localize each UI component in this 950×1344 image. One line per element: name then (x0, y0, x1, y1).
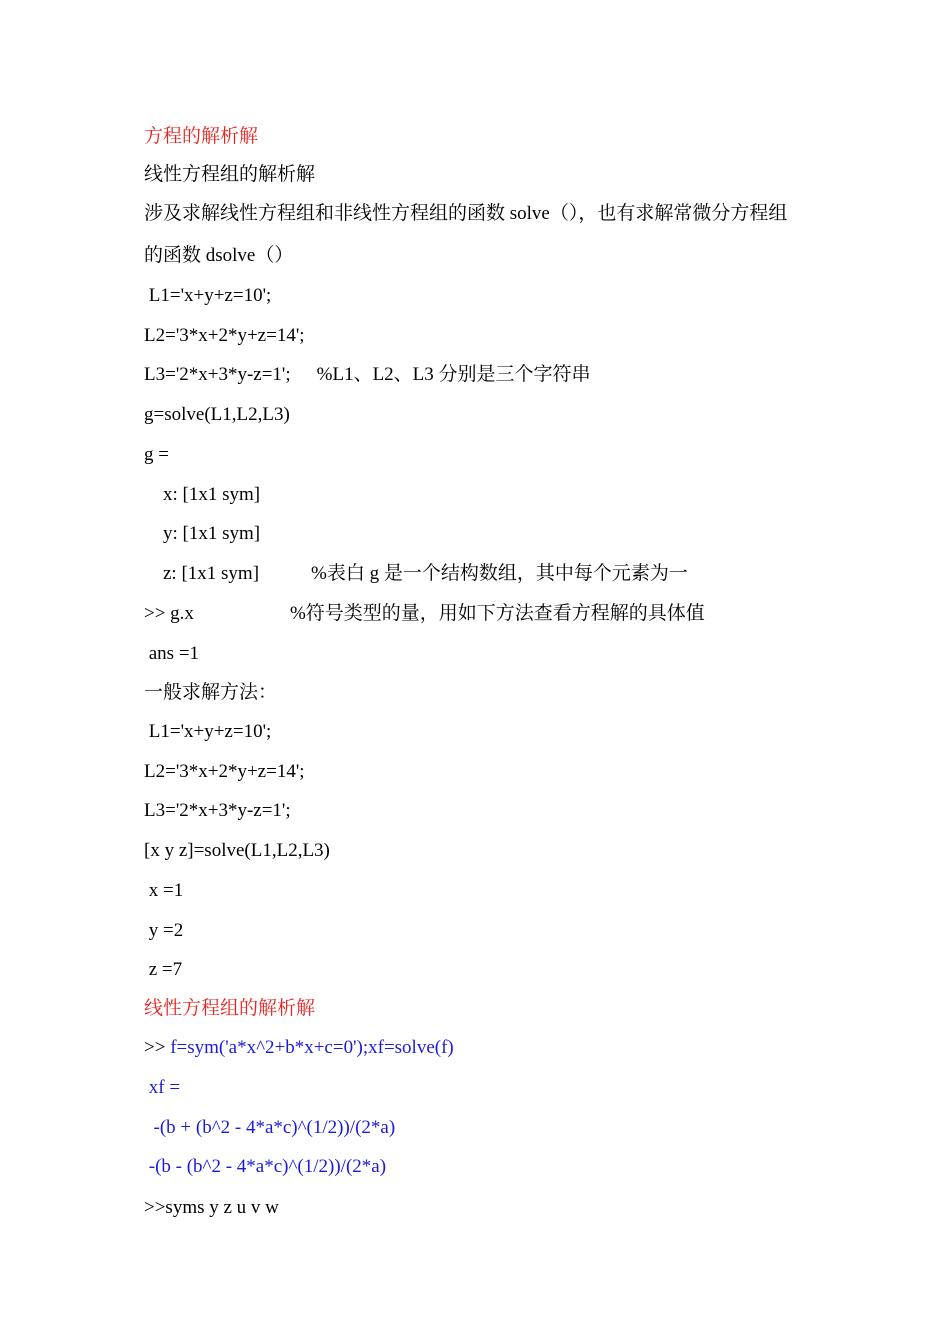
code-line: L2='3*x+2*y+z=14'; (144, 761, 305, 782)
code-line: [x y z]=solve(L1,L2,L3) (144, 840, 330, 861)
output-line: z =7 (144, 959, 183, 980)
intro-line-1: 涉及求解线性方程组和非线性方程组的函数 solve（），也有求解常微分方程组 (144, 203, 788, 224)
output-line: x: [1x1 sym] (144, 484, 261, 505)
code-comment: %表白 g 是一个结构数组，其中每个元素为一 (311, 563, 688, 584)
code-line: L1='x+y+z=10'; (144, 285, 272, 306)
output-line: y: [1x1 sym] (144, 523, 261, 544)
code-line-with-comment (144, 363, 591, 387)
code-comment: %符号类型的量，用如下方法查看方程解的具体值 (289, 603, 705, 624)
code-line: L2='3*x+2*y+z=14'; (144, 325, 305, 346)
output-line: g = (144, 444, 169, 465)
code-comment: %L1、L2、L3 分别是三个字符串 (316, 364, 591, 385)
prompt-text: >> g.x (144, 603, 194, 624)
prompt-line-with-comment (144, 602, 705, 626)
code-line: g=solve(L1,L2,L3) (144, 404, 290, 425)
section-heading-red: 线性方程组的解析解 (144, 998, 316, 1019)
intro-line-2: 的函数 dsolve（） (144, 245, 294, 266)
output-line: x =1 (144, 880, 184, 901)
output-line: xf = (144, 1077, 181, 1098)
code-text: L3='2*x+3*y-z=1'; (144, 364, 291, 385)
code-line: L1='x+y+z=10'; (144, 721, 272, 742)
prompt-line: >>syms y z u v w (144, 1197, 279, 1218)
code-line: L3='2*x+3*y-z=1'; (144, 800, 291, 821)
prompt-symbol: >> (144, 1037, 171, 1058)
doc-title: 方程的解析解 (144, 126, 259, 147)
output-text: z: [1x1 sym] (144, 563, 260, 584)
output-line: y =2 (144, 920, 184, 941)
output-line: -(b - (b^2 - 4*a*c)^(1/2))/(2*a) (144, 1156, 387, 1177)
code-command: f=sym('a*x^2+b*x+c=0');xf=solve(f) (170, 1037, 454, 1058)
section-heading: 一般求解方法： (144, 682, 278, 703)
doc-subtitle: 线性方程组的解析解 (144, 164, 316, 185)
output-line: -(b + (b^2 - 4*a*c)^(1/2))/(2*a) (144, 1117, 396, 1138)
output-line-with-comment (144, 562, 688, 586)
output-line: ans =1 (144, 643, 200, 664)
prompt-line (144, 1036, 454, 1060)
